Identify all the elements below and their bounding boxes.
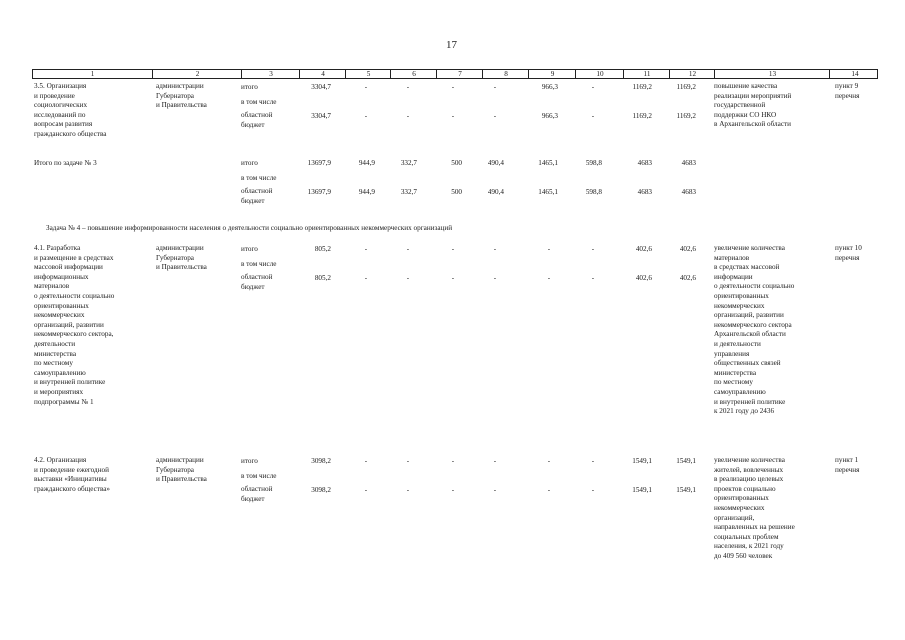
total-3-regional-col-9: 1465,1 xyxy=(538,188,558,196)
row-4-1-total-col-10: - xyxy=(591,245,595,253)
row-4-1-source-regional: областной бюджет xyxy=(241,273,273,291)
row-4-2-total-col-12: 1549,1 xyxy=(676,457,696,465)
row-4-2-regional-col-6: - xyxy=(406,486,410,494)
row-4-1-total-col-9: - xyxy=(547,245,551,253)
header-col-2: 2 xyxy=(152,70,242,79)
total-3-regional-col-12: 4683 xyxy=(681,188,696,196)
row-4-2-total-col-11: 1549,1 xyxy=(632,457,652,465)
row-3-5-regional-col-5: - xyxy=(364,112,368,120)
row-3-5-ref: пункт 9 перечня xyxy=(835,82,860,100)
header-col-11: 11 xyxy=(623,70,670,79)
row-3-5-regional-col-11: 1169,2 xyxy=(632,112,652,120)
row-4-1-regional-col-5: - xyxy=(364,274,368,282)
header-col-5: 5 xyxy=(345,70,391,79)
row-4-1-total-col-7: - xyxy=(451,245,455,253)
total-3-total-col-6: 332,7 xyxy=(400,159,417,167)
total-3-total-col-5: 944,9 xyxy=(358,159,375,167)
row-4-2-result: увеличение количества жителей, вовлеченных в реализацию целевых проектов социально ориентированных некоммерческих организаций, направленных на решение социальных проблем населения, к 2021 году до 409 560 человек xyxy=(714,456,795,560)
row-3-5-regional-col-8: - xyxy=(493,112,497,120)
row-4-1-ref: пункт 10 перечня xyxy=(835,244,862,262)
row-3-5-total-col-10: - xyxy=(591,83,595,91)
row-4-2-regional-col-12: 1549,1 xyxy=(676,486,696,494)
row-4-2-regional-col-7: - xyxy=(451,486,455,494)
row-4-2-total-col-7: - xyxy=(451,457,455,465)
row-4-1-regional-col-11: 402,6 xyxy=(635,274,652,282)
total-3-regional-col-7: 500 xyxy=(451,188,462,196)
row-3-5-total-col-5: - xyxy=(364,83,368,91)
total-3-regional-col-10: 598,8 xyxy=(585,188,602,196)
row-3-5-source-regional: областной бюджет xyxy=(241,111,273,129)
row-4-2-source-total: итого xyxy=(241,457,258,465)
header-col-6: 6 xyxy=(390,70,437,79)
total-3-total-col-11: 4683 xyxy=(637,159,652,167)
row-4-1-regional-col-8: - xyxy=(493,274,497,282)
total-3-regional-col-5: 944,9 xyxy=(358,188,375,196)
row-4-1-executor: администрации Губернатора и Правительства xyxy=(156,244,207,272)
header-col-3: 3 xyxy=(241,70,300,79)
row-3-5-source-total: итого xyxy=(241,83,258,91)
row-3-5-regional-col-12: 1169,2 xyxy=(676,112,696,120)
total-3-total-col-4: 13697,9 xyxy=(307,159,331,167)
row-3-5-name: 3.5. Организация и проведение социологических исследований по вопросам развития гражданского общества xyxy=(34,82,107,138)
row-4-1-result: увеличение количества материалов в средствах массовой информации о деятельности социально ориентированных некоммерческих организаций, развитии некоммерческого сектора Архангельской области и деятельности управления общественных связей министерства по местному самоуправлению и внутренней политике к 2021 году до 2436 xyxy=(714,244,795,416)
row-4-2-total-col-10: - xyxy=(591,457,595,465)
row-4-2-total-col-6: - xyxy=(406,457,410,465)
row-3-5-total-col-9: 966,3 xyxy=(541,83,558,91)
row-4-2-regional-col-9: - xyxy=(547,486,551,494)
total-task-3-source-regional: областной бюджет xyxy=(241,187,273,205)
row-3-5-total-col-6: - xyxy=(406,83,410,91)
header-col-14: 14 xyxy=(829,70,880,79)
header-col-10: 10 xyxy=(575,70,624,79)
row-4-1-source-incl: в том числе xyxy=(241,260,277,268)
total-3-regional-col-4: 13697,9 xyxy=(307,188,331,196)
row-4-2-regional-col-11: 1549,1 xyxy=(632,486,652,494)
row-4-2-executor: администрации Губернатора и Правительства xyxy=(156,456,207,484)
row-3-5-regional-col-4: 3304,7 xyxy=(311,112,331,120)
row-4-1-name: 4.1. Разработка и размещение в средствах массовой информации информационных материалов о деятельности социально ориентированных некоммерческих организаций, развитии некоммерческого сектора, деятельности министерства по местному самоуправлению и внутренней политике и мероприятиях подпрограммы № 1 xyxy=(34,244,115,406)
row-4-1-regional-col-7: - xyxy=(451,274,455,282)
row-4-2-total-col-8: - xyxy=(493,457,497,465)
row-3-5-regional-col-9: 966,3 xyxy=(541,112,558,120)
row-3-5-source-incl: в том числе xyxy=(241,98,277,106)
row-4-1-regional-col-4: 805,2 xyxy=(314,274,331,282)
row-4-1-total-col-6: - xyxy=(406,245,410,253)
row-4-2-regional-col-8: - xyxy=(493,486,497,494)
header-col-8: 8 xyxy=(482,70,529,79)
row-3-5-regional-col-10: - xyxy=(591,112,595,120)
total-task-3-name: Итого по задаче № 3 xyxy=(34,159,97,167)
row-3-5-regional-col-7: - xyxy=(451,112,455,120)
task-4-heading: Задача № 4 – повышение информированности населения о деятельности социально ориентированных некоммерческих организаций xyxy=(46,224,453,232)
table-header-row xyxy=(32,69,878,79)
row-3-5-total-col-11: 1169,2 xyxy=(632,83,652,91)
row-4-1-regional-col-6: - xyxy=(406,274,410,282)
total-3-total-col-8: 490,4 xyxy=(487,159,504,167)
row-4-1-total-col-5: - xyxy=(364,245,368,253)
row-4-2-regional-col-4: 3098,2 xyxy=(311,486,331,494)
header-col-12: 12 xyxy=(669,70,715,79)
row-3-5-result: повышение качества реализации мероприятий государственной поддержки СО НКО в Архангельской области xyxy=(714,82,792,129)
row-4-2-total-col-9: - xyxy=(547,457,551,465)
row-4-1-regional-col-9: - xyxy=(547,274,551,282)
row-4-1-total-col-4: 805,2 xyxy=(314,245,331,253)
total-3-total-col-12: 4683 xyxy=(681,159,696,167)
total-3-total-col-9: 1465,1 xyxy=(538,159,558,167)
row-3-5-total-col-12: 1169,2 xyxy=(676,83,696,91)
row-4-1-total-col-12: 402,6 xyxy=(679,245,696,253)
header-col-1: 1 xyxy=(90,70,95,78)
row-3-5-total-col-4: 3304,7 xyxy=(311,83,331,91)
row-4-2-name: 4.2. Организация и проведение ежегодной выставки «Инициативы гражданского общества» xyxy=(34,456,111,493)
header-col-13: 13 xyxy=(714,70,830,79)
header-col-9: 9 xyxy=(528,70,576,79)
row-4-1-source-total: итого xyxy=(241,245,258,253)
row-4-2-regional-col-5: - xyxy=(364,486,368,494)
total-3-regional-col-8: 490,4 xyxy=(487,188,504,196)
header-col-7: 7 xyxy=(436,70,483,79)
total-task-3-source-incl: в том числе xyxy=(241,174,277,182)
row-4-1-total-col-11: 402,6 xyxy=(635,245,652,253)
row-4-2-source-incl: в том числе xyxy=(241,472,277,480)
total-task-3-source-total: итого xyxy=(241,159,258,167)
row-4-2-regional-col-10: - xyxy=(591,486,595,494)
row-3-5-total-col-7: - xyxy=(451,83,455,91)
row-4-1-regional-col-12: 402,6 xyxy=(679,274,696,282)
row-3-5-regional-col-6: - xyxy=(406,112,410,120)
row-4-2-total-col-4: 3098,2 xyxy=(311,457,331,465)
row-4-1-total-col-8: - xyxy=(493,245,497,253)
row-4-2-total-col-5: - xyxy=(364,457,368,465)
total-3-total-col-7: 500 xyxy=(451,159,462,167)
row-3-5-executor: администрации Губернатора и Правительства xyxy=(156,82,207,110)
row-3-5-total-col-8: - xyxy=(493,83,497,91)
total-3-total-col-10: 598,8 xyxy=(585,159,602,167)
total-3-regional-col-6: 332,7 xyxy=(400,188,417,196)
page-number: 17 xyxy=(446,39,457,51)
total-3-regional-col-11: 4683 xyxy=(637,188,652,196)
row-4-2-source-regional: областной бюджет xyxy=(241,485,273,503)
row-4-1-regional-col-10: - xyxy=(591,274,595,282)
row-4-2-ref: пункт 1 перечня xyxy=(835,456,860,474)
header-col-4: 4 xyxy=(299,70,346,79)
